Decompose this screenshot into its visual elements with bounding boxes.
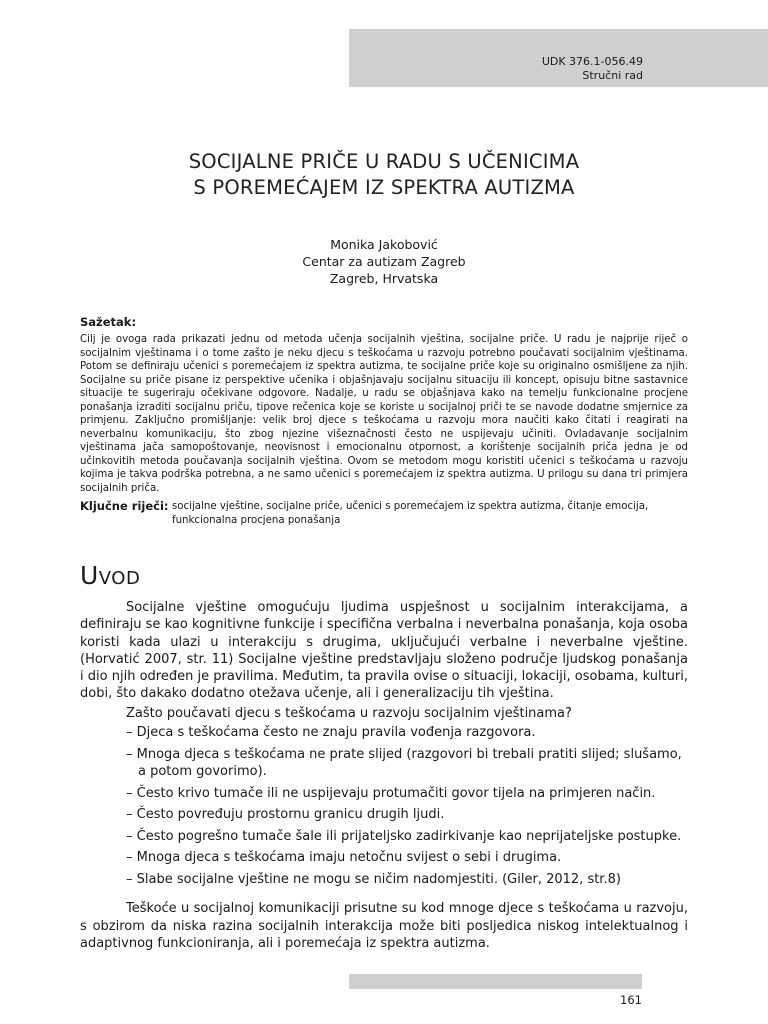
keywords <box>80 500 688 527</box>
list-item: – Djeca s teškoćama često ne znaju pravila vođenja razgovora. <box>126 724 688 741</box>
list-item: – Često krivo tumače ili ne uspijevaju protumačiti govor tijela na primjeren način. <box>126 785 688 802</box>
keywords-label: Ključne riječi: <box>80 499 169 513</box>
reasons-list <box>80 724 688 888</box>
author-name: Monika Jakobović <box>330 237 438 252</box>
abstract-text: Cilj je ovoga rada prikazati jednu od metoda učenja socijalnih vještina, socijalne priče. U radu je najprije riječ o socijalnim vještinama i o tome zašto je neku djecu s teškoćama u razvoju potrebno poučavati socijalnim vještinama. Potom se definiraju učenici s poremećajem iz spektra autizma, te socijalne priče koje su originalno osmišljene za njih. Socijalne su priče pisane iz perspektive učenika i objašnjavaju socijalnu situaciju ili koncept, opisuju bitne sastavnice situacije te sugeriraju očekivane odgovore. Nadalje, u radu se objašnjava kako na temelju funkcionalne procjene ponašanja izraditi socijalnu priču, tipove rečenica koje se koriste u socijalnoj priči te se navode dodatne smjernice za primjenu. Zaključno promišljanje: velik broj djece s teškoćama u razvoju mora naučiti kako čitati i reagirati na neverbalnu komunikaciju, što zbog njezine višeznačnosti često ne uspijevaju učiniti. Ovladavanje socijalnim vještinama jača samopoštovanje, neovisnost i emocionalnu otpornost, a korištenje socijalnih priča jedna je od učinkovitih metoda poučavanja socijalnih vještina. Ovom se metodom mogu koristiti učenici s teškoćama u razvoju kojima je takva podrška potrebna, a ne samo učenici s poremećajem iz spektra autizma. U prilogu su dana tri primjera socijalnih priča. <box>80 334 688 494</box>
title-line-1: SOCIJALNE PRIČE U RADU S UČENICIMA <box>188 150 580 173</box>
list-question: Zašto poučavati djecu s teškoćama u razvoju socijalnim vještinama? <box>126 705 572 721</box>
page-number: 161 <box>620 993 642 1007</box>
abstract-heading: Sažetak: <box>80 315 137 329</box>
article-classification <box>542 55 643 83</box>
list-item: – Mnoga djeca s teškoćama ne prate slijed (razgovori bi trebali pratiti slijed; slušamo, a potom govorimo). <box>126 746 688 781</box>
footer-bar <box>349 974 642 989</box>
article-type: Stručni rad <box>582 69 643 82</box>
author-institution: Centar za autizam Zagreb <box>302 254 466 269</box>
list-item: – Slabe socijalne vještine ne mogu se ničim nadomjestiti. (Giler, 2012, str.8) <box>126 871 688 888</box>
list-item: – Često pogrešno tumače šale ili prijateljsko zadirkivanje kao neprijateljske postupke. <box>126 828 688 845</box>
list-item: – Mnoga djeca s teškoćama imaju netočnu svijest o sebi i drugima. <box>126 849 688 866</box>
closing-paragraph: Teškoće u socijalnoj komunikaciji prisutne su kod mnoge djece s teškoćama u razvoju, s obzirom da niska razina socijalnih interakcija može biti posljedica niskog intelektualnog i adaptivnog funkcioniranja, ali i poremećaja iz spektra autizma. <box>80 901 688 951</box>
author-location: Zagreb, Hrvatska <box>329 271 439 286</box>
list-item: – Često povređuju prostornu granicu drugih ljudi. <box>126 806 688 823</box>
section-heading: Uvod <box>80 561 141 590</box>
section-body <box>80 599 688 952</box>
title-line-2: S POREMEĆAJEM IZ SPEKTRA AUTIZMA <box>193 176 575 199</box>
paper-title <box>80 149 688 201</box>
author-block <box>80 236 688 287</box>
udk-code: UDK 376.1-056.49 <box>541 55 643 68</box>
keywords-text: socijalne vještine, socijalne priče, učenici s poremećajem iz spektra autizma, čitanje emocija, funkcionalna procjena ponašanja <box>172 501 649 526</box>
intro-paragraph: Socijalne vještine omogućuju ljudima uspješnost u socijalnim interakcijama, a definiraju se kao kognitivne funkcije i specifična verbalna i neverbalna ponašanja, koja osoba koristi kada ulazi u interakciju s drugima, uključujući verbalne i neverbalne vještine. (Horvatić 2007, str. 11) Socijalne vještine predstavljaju složeno područje ljudskog ponašanja i dio njih određen je pravilima. Međutim, ta pravila ovise o situaciji, lokaciji, osobama, kulturi, dobi, što dakako dodatno otežava učenje, ali i generalizaciju tih vještina. <box>80 600 688 702</box>
